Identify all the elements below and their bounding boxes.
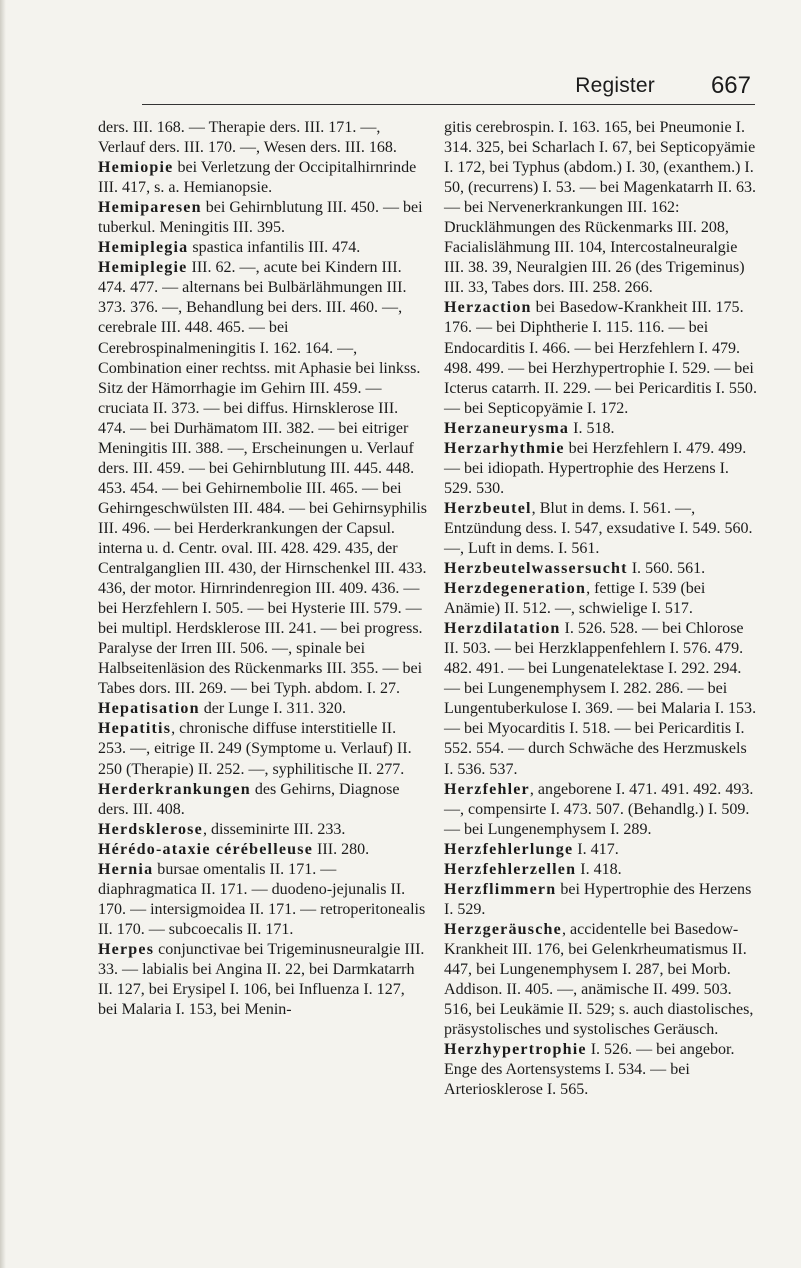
index-references: , chronische diffuse interstitielle II. 253. —, eitrige II. 249 (Symptome u. Verlauf) II. 250 (Therapie) II. 252. —, syphilitische II. 277. bbox=[98, 720, 412, 778]
index-keyword: Hemiplegie bbox=[98, 259, 188, 277]
index-references: bei Basedow-Krankheit III. 175. 176. — bei Diphtherie I. 115. 116. — bei Endocarditis I. 466. — bei Herzfehlern I. 479. 498. 499. — bei Herzhypertrophie I. 529. — bei Icterus catarrh. II. 229. — bei Pericarditis I. 550. — bei Septicopyämie I. 172. bbox=[444, 299, 757, 417]
running-header bbox=[0, 74, 801, 104]
index-entry bbox=[98, 699, 428, 719]
index-references: bei Verletzung der Occipitalhirnrinde III. 417, s. a. Hemianopsie. bbox=[98, 159, 417, 197]
index-references: des Gehirns, Diagnose ders. III. 408. bbox=[98, 780, 400, 818]
index-keyword: Hepatisation bbox=[98, 700, 200, 718]
index-references: I. 418. bbox=[576, 860, 622, 878]
index-entry bbox=[98, 198, 428, 238]
index-keyword: Herzbeutelwassersucht bbox=[444, 560, 628, 578]
index-entry bbox=[444, 579, 758, 619]
index-keyword: Hérédo-ataxie cérébelleuse bbox=[98, 840, 314, 858]
index-entry bbox=[444, 118, 758, 298]
index-entry bbox=[444, 559, 758, 579]
index-keyword: Herzaction bbox=[444, 299, 532, 317]
index-keyword: Hemiopie bbox=[98, 159, 174, 177]
index-references: I. 526. — bei angebor. Enge des Aortensystems I. 534. — bei Arteriosklerose I. 565. bbox=[444, 1041, 735, 1099]
index-references: III. 62. —, acute bei Kindern III. 474. 477. — alternans bei Bulbärlähmungen III. 373. 376. —, Behandlung bei ders. III. 460. —, cerebrale III. 448. 465. — bei Cerebrospinalmeningitis I. 162. 164. —, Combination einer rechtss. mit Aphasie bei linkss. Sitz der Hämorrhagie im Gehirn III. 459. — cruciata II. 373. — bei diffus. Hirnsklerose III. 474. — bei Durhämatom III. 382. — bei eitriger Meningitis III. 388. —, Erscheinungen u. Verlauf ders. III. 459. — bei Gehirnblutung III. 445. 448. 453. 454. — bei Gehirnembolie III. 465. — bei Gehirngeschwülsten III. 484. — bei Gehirnsyphilis III. 496. — bei Herderkrankungen der Capsul. interna u. d. Centr. oval. III. 428. 429. 435, der Centralganglien III. 430, der Hirnschenkel III. 433. 436, der motor. Hirnrindenregion III. 409. 436. — bei Herzfehlern I. 505. — bei Hysterie III. 579. — bei multipl. Herdsklerose III. 241. — bei progress. Paralyse der Irren III. 506. —, spinale bei Halbseitenläsion des Rückenmarks III. 355. — bei Tabes dors. III. 269. — bei Typh. abdom. I. 27. bbox=[98, 259, 428, 698]
index-entry bbox=[98, 840, 428, 860]
index-entry bbox=[98, 719, 428, 779]
index-entry bbox=[444, 880, 758, 920]
index-entry bbox=[444, 780, 758, 840]
index-keyword: Hemiplegia bbox=[98, 239, 189, 257]
index-entry bbox=[98, 158, 428, 198]
index-keyword: Herzhypertrophie bbox=[444, 1041, 587, 1059]
index-references: III. 280. bbox=[313, 840, 370, 858]
index-references: der Lunge I. 311. 320. bbox=[199, 700, 347, 718]
index-references: I. 518. bbox=[569, 419, 615, 437]
index-references: bei Gehirnblutung III. 450. — bei tuberkul. Meningitis III. 395. bbox=[98, 199, 423, 237]
index-keyword: Herzfehlerzellen bbox=[444, 860, 577, 878]
index-references: I. 526. 528. — bei Chlorose II. 503. — bei Herzklappenfehlern I. 576. 479. 482. 491. — bei Lungenatelektase I. 292. 294. — bei Lungenemphysem I. 282. 286. — bei Lungentuberkulose I. 369. — bei Malaria I. 153. — bei Myocarditis I. 518. — bei Pericarditis I. 552. 554. — durch Schwäche des Herzmuskels I. 536. 537. bbox=[444, 620, 757, 778]
index-entry bbox=[444, 298, 758, 418]
index-references: , accidentelle bei Basedow-Krankheit III. 176, bei Gelenkrheumatismus II. 447, bei Lungenemphysem I. 287, bei Morb. Addison. II. 405. —, anämische II. 499. 503. 516, bei Leukämie II. 529; s. auch diastolisches, präsystolisches und systolisches Geräusch. bbox=[444, 920, 754, 1039]
index-keyword: Hepatitis bbox=[98, 720, 172, 738]
index-keyword: Herzfehler bbox=[444, 780, 530, 798]
index-keyword: Herzgeräusche bbox=[444, 920, 562, 938]
index-references: I. 560. 561. bbox=[627, 560, 706, 578]
index-keyword: Herdsklerose bbox=[98, 820, 203, 838]
index-keyword: Herzarhythmie bbox=[444, 439, 565, 457]
index-entry bbox=[98, 780, 428, 820]
index-entry bbox=[98, 860, 428, 940]
index-entry bbox=[444, 840, 758, 860]
index-entry bbox=[444, 619, 758, 779]
index-references: bursae omentalis II. 171. — diaphragmatica II. 171. — duodeno-jejunalis II. 170. — intersigmoidea II. 171. — retroperitonealis II. 170. — subcoecalis II. 171. bbox=[98, 860, 426, 938]
index-references: I. 417. bbox=[573, 840, 619, 858]
index-references: bei Hypertrophie des Herzens I. 529. bbox=[444, 880, 752, 918]
index-references: ders. III. 168. — Therapie ders. III. 171. —, Verlauf ders. III. 170. —, Wesen ders. III. 168. bbox=[98, 119, 397, 157]
index-references: gitis cerebrospin. I. 163. 165, bei Pneumonie I. 314. 325, bei Scharlach I. 67, bei Septicopyämie I. 172, bei Typhus (abdom.) I. 30, (exanthem.) I. 50, (recurrens) I. 53. — bei Magenkatarrh II. 63. — bei Nervenerkrankungen III. 162: Drucklähmungen des Rückenmarks III. 208, Facialislähmung III. 104, Intercostalneuralgie III. 38. 39, Neuralgien III. 26 (des Trigeminus) III. 33, Tabes dors. III. 258. 266. bbox=[444, 119, 757, 297]
index-references: , fettige I. 539 (bei Anämie) II. 512. —, schwielige I. 517. bbox=[444, 580, 706, 618]
page-number: 667 bbox=[710, 72, 751, 99]
index-entry bbox=[98, 940, 428, 1020]
index-keyword: Herzdegeneration bbox=[444, 580, 587, 598]
index-keyword: Herzaneurysma bbox=[444, 419, 570, 437]
index-entry bbox=[444, 860, 758, 880]
index-keyword: Hernia bbox=[98, 860, 154, 878]
index-keyword: Herzfehlerlunge bbox=[444, 840, 574, 858]
index-entry bbox=[444, 1040, 758, 1100]
right-column bbox=[444, 118, 758, 1100]
index-keyword: Herzflimmern bbox=[444, 880, 557, 898]
page-shadow-edge bbox=[0, 0, 6, 1268]
index-keyword: Hemiparesen bbox=[98, 199, 202, 217]
index-references: spastica infantilis III. 474. bbox=[188, 239, 361, 257]
index-references: , disseminirte III. 233. bbox=[202, 820, 346, 838]
index-references: , Blut in dems. I. 561. —, Entzündung dess. I. 547, exsudative I. 549. 560. —, Luft in dems. I. 561. bbox=[444, 499, 753, 557]
index-references: bei Herzfehlern I. 479. 499. — bei idiopath. Hypertrophie des Herzens I. 529. 530. bbox=[444, 439, 747, 497]
header-title: Register bbox=[575, 74, 655, 97]
index-keyword: Herzdilatation bbox=[444, 620, 561, 638]
index-keyword: Herderkrankungen bbox=[98, 780, 251, 798]
index-entry bbox=[444, 419, 758, 439]
index-entry bbox=[444, 499, 758, 559]
index-keyword: Herzbeutel bbox=[444, 499, 532, 517]
index-entry bbox=[444, 439, 758, 499]
index-references: , angeborene I. 471. 491. 492. 493. —, compensirte I. 473. 507. (Behandlg.) I. 509. — bei Lungenemphysem I. 289. bbox=[444, 780, 754, 838]
index-entry bbox=[98, 820, 428, 840]
index-keyword: Herpes bbox=[98, 940, 155, 958]
index-entry bbox=[98, 118, 428, 158]
index-entry bbox=[98, 258, 428, 699]
header-rule bbox=[142, 104, 755, 105]
index-entry bbox=[444, 920, 758, 1040]
index-references: conjunctivae bei Trigeminusneuralgie III. 33. — labialis bei Angina II. 22, bei Darmkatarrh II. 127, bei Erysipel I. 106, bei Influenza I. 127, bei Malaria I. 153, bei Menin- bbox=[98, 940, 425, 1019]
index-entry bbox=[98, 238, 428, 258]
left-column bbox=[98, 118, 428, 1020]
